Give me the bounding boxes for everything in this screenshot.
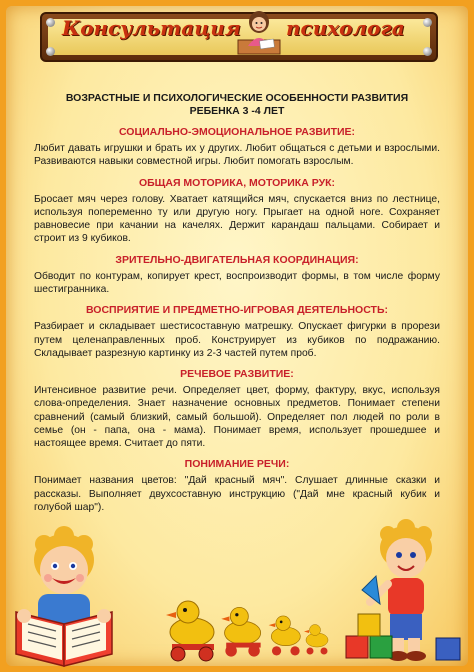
- section-perception: [34, 304, 440, 360]
- child-blocks-illustration: [344, 518, 466, 668]
- section-title: ОБЩАЯ МОТОРИКА, МОТОРИКА РУК:: [138, 176, 336, 189]
- section-text: Любит давать игрушки и брать их у других. Любит общаться с детьми и взрослыми. Развиваются навыки совместной игры. Любит помогать взрослым.: [34, 143, 440, 168]
- section-text: Обводит по контурам, копирует крест, воспроизводит формы, в том числе форму шестигранника.: [34, 270, 440, 296]
- section-title: ЗРИТЕЛЬНО-ДВИГАТЕЛЬНАЯ КООРДИНАЦИЯ:: [115, 253, 359, 266]
- article-content: [34, 92, 440, 522]
- teacher-illustration: [234, 6, 284, 56]
- tack-icon: [46, 47, 55, 56]
- tack-icon: [423, 47, 432, 56]
- section-social: [34, 126, 440, 169]
- section-text: Бросает мяч через голову. Хватает катящийся мяч, спускается вниз по лестнице, используя попеременно ту или другую ногу. Прыгает на одной ноге. Сохраняет равновесие при качании на качелях. Держит карандаш пальцами. Собирает и строит из 9 кубиков.: [34, 193, 440, 245]
- section-motor: [34, 177, 440, 246]
- child-reading-illustration: [8, 520, 126, 668]
- section-text: Интенсивное развитие речи. Определяет цвет, форму, фактуру, вкус, используя слова-определения. Знает назначение основных предметов. Понимает степени сравнений (самый близкий, самый большой). Определяет пол людей по роли в семье (он - папа, она - мама). Понимает время, использует прошедшее и настоящее время. Считает до пяти.: [34, 385, 440, 450]
- section-title: РЕЧЕВОЕ РАЗВИТИЕ:: [180, 368, 294, 381]
- tack-icon: [423, 18, 432, 27]
- header-title-left: Консультация: [62, 16, 241, 40]
- toy-ducks-illustration: [162, 592, 332, 666]
- header-title-right: психолога: [286, 16, 405, 40]
- section-speech: [34, 368, 440, 450]
- section-title: ВОСПРИЯТИЕ И ПРЕДМЕТНО-ИГРОВАЯ ДЕЯТЕЛЬНОСТЬ:: [85, 304, 389, 317]
- section-text: Понимает названия цветов: "Дай красный мяч". Слушает длинные сказки и рассказы. Выполняет двухсоставную инструкцию ("Дай мне красный кубик и голубой шар").: [34, 475, 440, 513]
- section-title: ПОНИМАНИЕ РЕЧИ:: [184, 458, 290, 471]
- section-title: СОЦИАЛЬНО-ЭМОЦИОНАЛЬНОЕ РАЗВИТИЕ:: [118, 126, 356, 138]
- main-title: ВОЗРАСТНЫЕ И ПСИХОЛОГИЧЕСКИЕ ОСОБЕННОСТИ РАЗВИТИЯ РЕБЕНКА 3 -4 ЛЕТ: [65, 92, 409, 117]
- section-text: Разбирает и складывает шестисоставную матрешку. Опускает фигурки в прорези путем целенаправленных проб. Конструирует из кубиков по подражанию. Складывает разрезную картинку из 2-3 частей путем проб.: [34, 321, 440, 359]
- section-visual-motor: [34, 254, 440, 297]
- tack-icon: [46, 18, 55, 27]
- section-understanding: [34, 458, 440, 514]
